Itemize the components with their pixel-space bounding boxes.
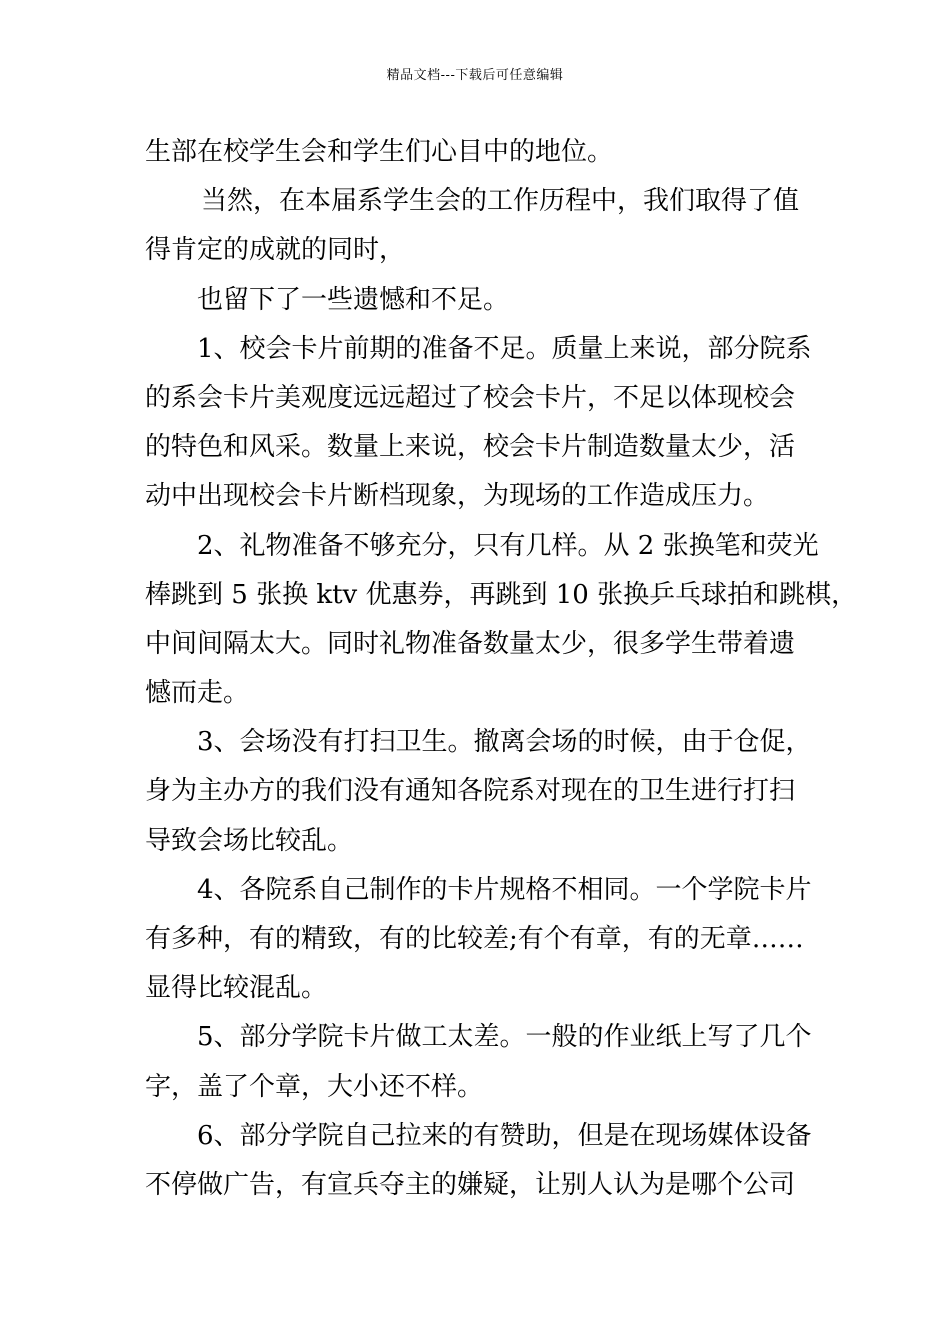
text-line: 生部在校学生会和学生们心目中的地位。 [145,137,614,167]
body-text [145,128,858,1210]
text-line: 不停做广告，有宣兵夺主的嫌疑，让别人认为是哪个公司 [145,1169,796,1200]
text-line: 5、部分学院卡片做工太差。一般的作业纸上写了几个 [197,1022,812,1053]
text-line: 1、校会卡片前期的准备不足。质量上来说，部分院系 [197,333,812,364]
text-line: 导致会场比较乱。 [145,825,354,856]
text-line: 3、会场没有打扫卫生。撤离会场的时候，由于仓促， [197,727,812,758]
text-line: 字，盖了个章，大小还不样。 [145,1071,484,1102]
text-line: 动中出现校会卡片断档现象，为现场的工作造成压力。 [145,481,770,512]
text-line: 6、部分学院自己拉来的有赞助，但是在现场媒体设备 [197,1120,812,1151]
text-line: 4、各院系自己制作的卡片规格不相同。一个学院卡片 [197,874,812,905]
text-line: 的系会卡片美观度远远超过了校会卡片，不足以体现校会 [145,382,796,413]
text-line: 中间间隔太大。同时礼物准备数量太少，很多学生带着遗 [145,628,796,659]
text-line: 当然，在本届系学生会的工作历程中，我们取得了值 [201,186,800,217]
text-line: 身为主办方的我们没有通知各院系对现在的卫生进行打扫 [145,776,796,807]
text-line: 显得比较混乱。 [145,973,328,1004]
page-header: 精品文档---下载后可任意编辑 [386,68,564,83]
text-line: 得肯定的成就的同时， [145,235,406,266]
text-line: 2、礼物准备不够充分，只有几样。从 2 张换笔和荧光 [197,530,819,561]
text-line: 有多种，有的精致，有的比较差;有个有章，有的无章…… [145,924,804,954]
text-line: 也留下了一些遗憾和不足。 [197,284,510,315]
text-line: 憾而走。 [145,678,250,709]
text-line: 棒跳到 5 张换 ktv 优惠券，再跳到 10 张换乒乓球拍和跳棋， [145,579,858,610]
text-line: 的特色和风采。数量上来说，校会卡片制造数量太少，活 [145,432,796,463]
